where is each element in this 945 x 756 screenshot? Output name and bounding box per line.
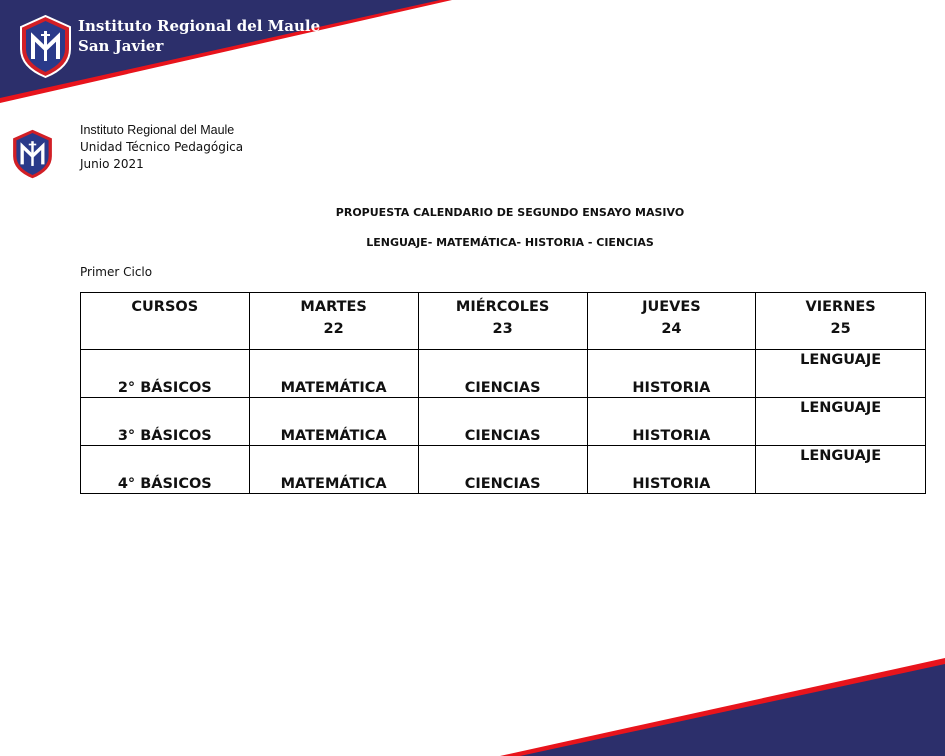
cell-course: 4° BÁSICOS <box>81 446 250 494</box>
cycle-label: Primer Ciclo <box>80 265 153 279</box>
header-jueves: JUEVES 24 <box>587 293 756 350</box>
cell-friday: LENGUAJE <box>756 350 926 398</box>
school-crest-icon <box>18 15 73 78</box>
document-title: PROPUESTA CALENDARIO DE SEGUNDO ENSAYO MASIVO <box>335 206 685 219</box>
header-miercoles: MIÉRCOLES 23 <box>418 293 587 350</box>
cell-tuesday: MATEMÁTICA <box>249 350 418 398</box>
bottom-banner <box>0 650 945 756</box>
cell-friday: LENGUAJE <box>756 398 926 446</box>
cell-tuesday: MATEMÁTICA <box>249 398 418 446</box>
banner-title <box>78 16 320 56</box>
cell-tuesday: MATEMÁTICA <box>249 446 418 494</box>
cell-thursday: HISTORIA <box>587 350 756 398</box>
letterhead <box>80 122 243 173</box>
letterhead-unit: Unidad Técnico Pedagógica <box>80 140 244 154</box>
cell-wednesday: CIENCIAS <box>418 446 587 494</box>
cell-thursday: HISTORIA <box>587 398 756 446</box>
document-subtitle: LENGUAJE- MATEMÁTICA- HISTORIA - CIENCIAS <box>366 236 654 249</box>
table-row <box>81 350 926 398</box>
cell-thursday: HISTORIA <box>587 446 756 494</box>
school-crest-icon <box>9 128 56 180</box>
banner-city: San Javier <box>78 37 164 55</box>
table-header-row <box>81 293 926 350</box>
schedule-table <box>80 292 926 494</box>
banner-institution: Instituto Regional del Maule <box>78 17 321 35</box>
header-cursos: CURSOS <box>81 293 250 350</box>
cell-course: 3° BÁSICOS <box>81 398 250 446</box>
table-row <box>81 398 926 446</box>
cell-wednesday: CIENCIAS <box>418 398 587 446</box>
cell-wednesday: CIENCIAS <box>418 350 587 398</box>
header-martes: MARTES 22 <box>249 293 418 350</box>
header-viernes: VIERNES 25 <box>756 293 926 350</box>
letterhead-institution: Instituto Regional del Maule <box>80 123 235 137</box>
table-row <box>81 446 926 494</box>
cell-course: 2° BÁSICOS <box>81 350 250 398</box>
letterhead-date: Junio 2021 <box>80 157 144 171</box>
cell-friday: LENGUAJE <box>756 446 926 494</box>
